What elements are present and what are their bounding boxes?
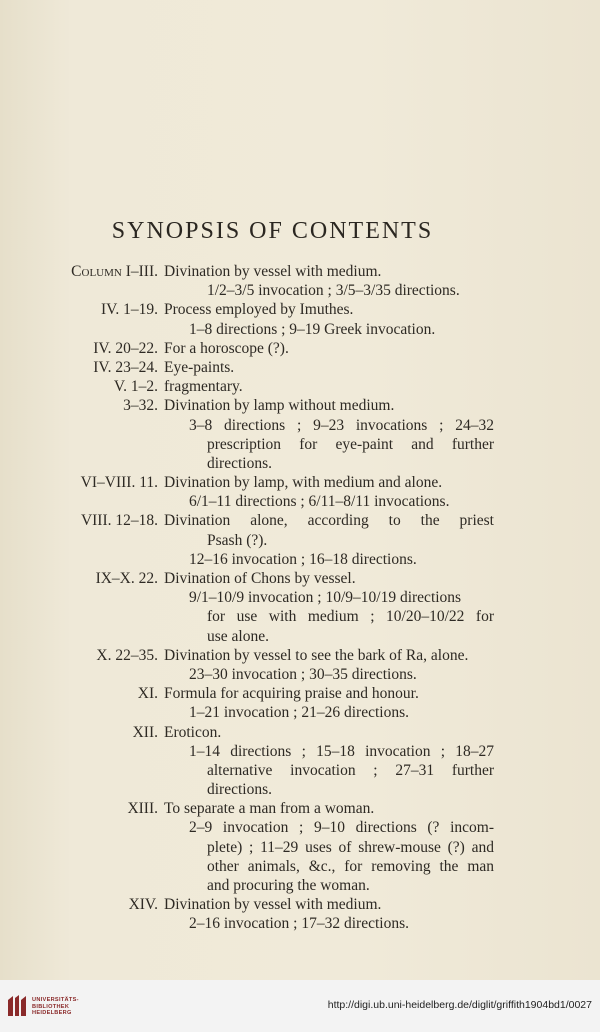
entry-text: 1–14 directions ; 15–18 invocation ; 18–27 bbox=[189, 742, 494, 760]
contents-entry bbox=[0, 838, 600, 857]
contents-entry bbox=[0, 818, 600, 837]
entry-text: 9/1–10/9 invocation ; 10/9–10/19 directions bbox=[189, 589, 462, 607]
contents-entry bbox=[0, 607, 600, 626]
entry-text: Eroticon. bbox=[164, 723, 222, 741]
contents-entry bbox=[0, 550, 600, 569]
entry-text: Psash (?). bbox=[207, 531, 268, 549]
entry-column-ref: VIII. 12–18. bbox=[80, 512, 158, 530]
contents-entry bbox=[0, 857, 600, 876]
entry-text: use alone. bbox=[207, 627, 269, 645]
entry-column-ref: X. 22–35. bbox=[96, 646, 158, 664]
entry-text: To separate a man from a woman. bbox=[164, 800, 375, 818]
entry-text: Divination by vessel to see the bark of Ra, alone. bbox=[164, 646, 469, 664]
contents-entry bbox=[0, 627, 600, 646]
entry-text: 3–8 directions ; 9–23 invocations ; 24–32 bbox=[189, 416, 494, 434]
entry-text: prescription for eye-paint and further bbox=[207, 435, 494, 453]
contents-entry bbox=[0, 742, 600, 761]
entry-text: Divination by lamp without medium. bbox=[164, 397, 395, 415]
entry-text: directions. bbox=[207, 454, 272, 472]
contents-entry bbox=[0, 761, 600, 780]
contents-entry bbox=[0, 262, 600, 281]
entry-text: 1/2–3/5 invocation ; 3/5–3/35 directions. bbox=[207, 282, 460, 300]
entry-text: 2–16 invocation ; 17–32 directions. bbox=[189, 915, 409, 933]
contents-entry bbox=[0, 492, 600, 511]
contents-entry bbox=[0, 300, 600, 319]
entry-text: 6/1–11 directions ; 6/11–8/11 invocations. bbox=[189, 493, 450, 511]
entry-text: 2–9 invocation ; 9–10 directions (? incom- bbox=[189, 819, 494, 837]
contents-entry bbox=[0, 531, 600, 550]
page-title: SYNOPSIS OF CONTENTS bbox=[111, 218, 434, 244]
contents-list bbox=[0, 262, 600, 934]
contents-entry bbox=[0, 396, 600, 415]
entry-text: Divination alone, according to the priest bbox=[164, 512, 494, 530]
contents-entry bbox=[0, 416, 600, 435]
contents-entry bbox=[0, 646, 600, 665]
contents-entry bbox=[0, 473, 600, 492]
contents-entry bbox=[0, 799, 600, 818]
contents-entry bbox=[0, 454, 600, 473]
entry-text: 1–8 directions ; 9–19 Greek invocation. bbox=[189, 320, 436, 338]
entry-text: Divination of Chons by vessel. bbox=[164, 570, 356, 587]
entry-text: Formula for acquiring praise and honour. bbox=[164, 685, 419, 703]
contents-entry bbox=[0, 377, 600, 396]
entry-column-ref: XII. bbox=[132, 723, 158, 741]
entry-column-ref: 3–32. bbox=[123, 397, 158, 415]
entry-column-ref: XIII. bbox=[127, 800, 158, 818]
contents-entry bbox=[0, 684, 600, 703]
entry-text: and procuring the woman. bbox=[207, 877, 370, 894]
entry-text: For a horoscope (?). bbox=[164, 339, 289, 357]
entry-column-ref: IV. 23–24. bbox=[93, 358, 158, 376]
entry-column-ref: IV. 20–22. bbox=[93, 339, 158, 357]
entry-column-ref: IX–X. 22. bbox=[95, 570, 158, 587]
entry-text: 12–16 invocation ; 16–18 directions. bbox=[189, 550, 417, 568]
entry-text: plete) ; 11–29 uses of shrew-mouse (?) and bbox=[207, 838, 494, 856]
contents-entry bbox=[0, 569, 600, 588]
contents-entry bbox=[0, 665, 600, 684]
entry-text: alternative invocation ; 27–31 further bbox=[207, 761, 494, 779]
contents-entry bbox=[0, 435, 600, 454]
contents-entry bbox=[0, 339, 600, 358]
entry-column-ref: Column I–III. bbox=[71, 263, 158, 280]
entry-text: other animals, &c., for removing the man bbox=[207, 857, 494, 875]
entry-column-ref: V. 1–2. bbox=[113, 378, 158, 396]
contents-entry bbox=[0, 914, 600, 933]
entry-text: 23–30 invocation ; 30–35 directions. bbox=[189, 665, 417, 683]
contents-entry bbox=[0, 780, 600, 799]
entry-text: directions. bbox=[207, 781, 272, 799]
contents-entry bbox=[0, 895, 600, 914]
entry-text: 1–21 invocation ; 21–26 directions. bbox=[189, 704, 409, 722]
entry-text: Divination by lamp, with medium and alone. bbox=[164, 474, 443, 492]
entry-text: Divination by vessel with medium. bbox=[164, 263, 382, 280]
contents-entry bbox=[0, 723, 600, 742]
library-logo-icon bbox=[6, 994, 28, 1018]
entry-text: Divination by vessel with medium. bbox=[164, 896, 382, 914]
contents-entry bbox=[0, 876, 600, 895]
contents-entry bbox=[0, 588, 600, 607]
contents-entry bbox=[0, 703, 600, 722]
contents-entry bbox=[0, 320, 600, 339]
footer-bar bbox=[0, 980, 600, 1032]
contents-entry bbox=[0, 281, 600, 300]
entry-column-ref: XI. bbox=[137, 685, 158, 703]
entry-text: Eye-paints. bbox=[164, 358, 235, 376]
entry-column-ref: IV. 1–19. bbox=[101, 301, 158, 319]
contents-entry bbox=[0, 358, 600, 377]
entry-text: fragmentary. bbox=[164, 378, 243, 396]
source-url[interactable]: http://digi.ub.uni-heidelberg.de/diglit/griffith1904bd1/0027 bbox=[327, 999, 592, 1011]
contents-entry bbox=[0, 511, 600, 530]
entry-text: Process employed by Imuthes. bbox=[164, 301, 354, 319]
entry-column-ref: XIV. bbox=[128, 896, 158, 914]
entry-text: for use with medium ; 10/20–10/22 for bbox=[207, 608, 494, 626]
entry-column-ref: VI–VIII. 11. bbox=[80, 474, 158, 492]
library-logo-text: UNIVERSITÄTS- BIBLIOTHEK HEIDELBERG bbox=[32, 997, 79, 1017]
